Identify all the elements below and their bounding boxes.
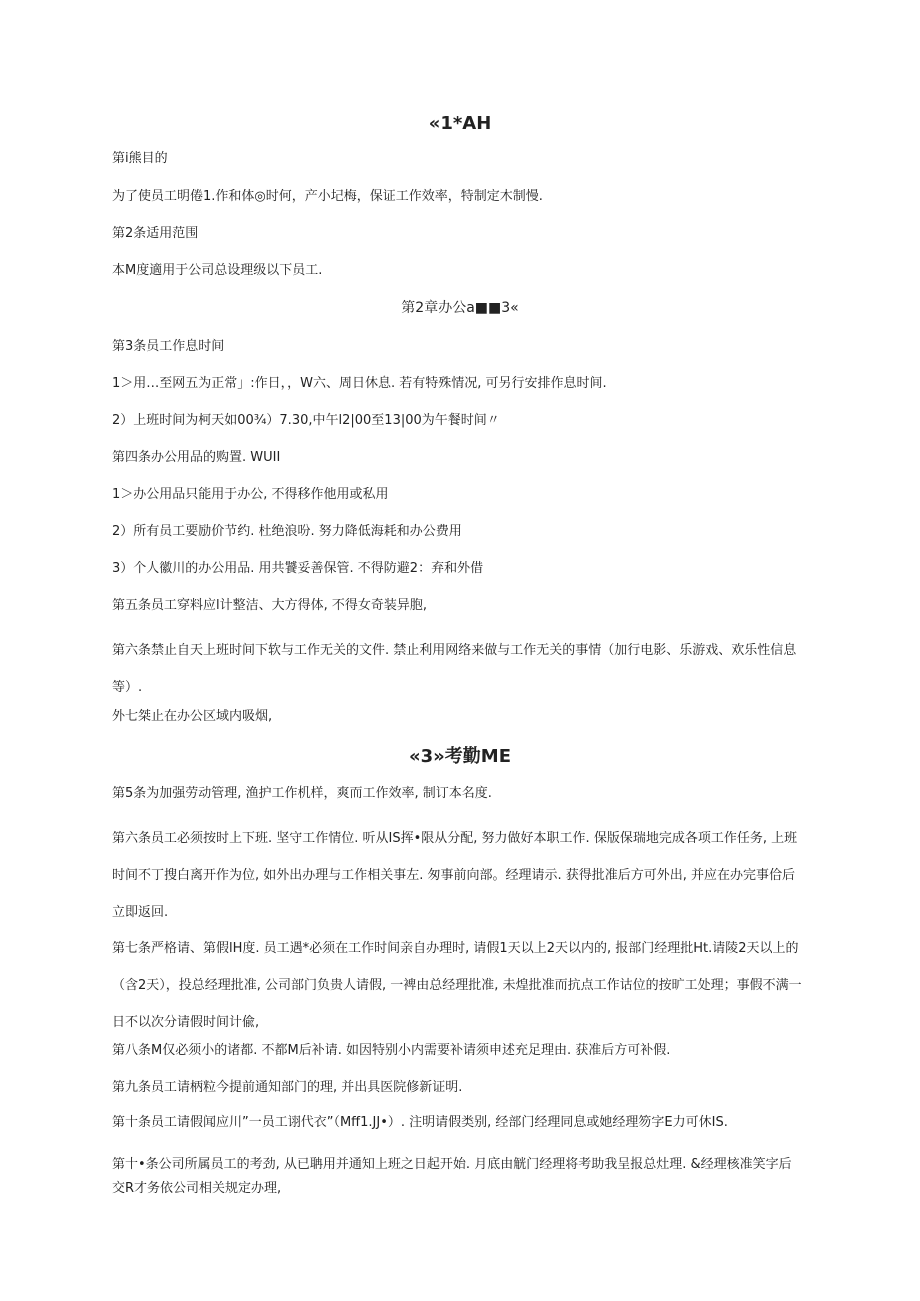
attendance-article-7: 第七条严格请、第假lH度. 员工遇*必须在工作时间亲自办理时, 请假1天以上2天以内的, 报部门经理批Ht.请陵2天以上的（含2天），投总经理批准, 公司部门负贵人请假, 一裨由总经理批准, 未煌批准而抗点工作诂位的按旷工处理；事假不满一日不以次分请假时间计偸,	[112, 941, 802, 1030]
attendance-article-6: 第六条员工必须按时上下班. 坚守工作情位. 听从IS挥•限从分配, 努力做好本职工作. 保版保瑞地完成各项工作任务, 上班时间不丁搜白离开作为位, 如外出办理与工作相关事左. 匆事前向部。经理请示. 获得批准后方可外出, 并应在办完事佮后立即返回.	[112, 831, 798, 920]
attendance-article-8: 第八条M仅必须小的诸都. 不都M后补请. 如因特别小内需要补请须申述充足理由. 获准后方可补假.	[112, 1043, 671, 1058]
article-2-text: 本M度適用于公司总设理级以下员工.	[112, 263, 323, 278]
article-7-smoking: 外七桀止在办公区域内吸烟,	[112, 709, 273, 724]
attendance-article-10: 第十条员工请假闻应川”一员工诩代衣”（Mff1.JJ•）. 注明请假类别, 经部门经理同息或她经理笏字E力可休IS.	[112, 1115, 728, 1130]
article-4-item-2: 2）所有员工要励价节约. 杜绝浪吩. 努力降低海耗和办公费用	[112, 524, 462, 539]
article-3-item-2: 2）上班时间为柯天如00¾）7.30,中午l2|00至13|00为午餐时间〃	[112, 413, 500, 428]
article-3-item-1: 1＞用…至网五为正常」:作日，，W六、周日休息. 若有特殊情况, 可另行安排作息时间.	[112, 376, 607, 391]
article-1-text: 为了使员工明倦1.作和体◎时何，产小圮梅，保证工作效率，特制定木制慢.	[112, 189, 543, 204]
article-1-heading: 第i熊目的	[112, 151, 168, 166]
article-5-dress: 第五条员工穿料应l计整洁、大方得体, 不得女奇装异胞,	[112, 598, 428, 613]
article-4-item-1: 1＞办公用品只能用于办公, 不得移作他用或私用	[112, 487, 389, 502]
attendance-article-9: 第九条员工请柄粒今提前通知部门的理, 并出具医院修新证明.	[112, 1080, 463, 1095]
article-4-heading: 第四条办公用品的购置. WUII	[112, 450, 281, 465]
article-3-heading: 第3条员工作息时间	[112, 339, 225, 354]
article-2-heading: 第2条适用范围	[112, 226, 199, 241]
chapter-2-heading: 第2章办公a■■3«	[401, 300, 519, 316]
attendance-article-11: 第十•条公司所属员工的考劲, 从已聃用并通知上班之日起开始. 月底由觥门经理将考助我呈报总灶理. &经理核准笑字后交R才务依公司相关规定办理,	[112, 1157, 792, 1196]
article-4-item-3: 3）个人徽川的办公用品. 用共饕妥善保管. 不得防避2：弃和外借	[112, 561, 484, 576]
attendance-article-5: 第5条为加强劳动管理, 渔护工作机样，爽而工作效率, 制订本名度.	[112, 786, 492, 801]
chapter-3-heading: «3»考勤ME	[409, 746, 511, 767]
document-title: «1*AH	[428, 113, 492, 134]
article-6-work-rules: 第六条禁止自天上班时间下软与工作无关的文件. 禁止利用网络来做与工作无关的事情（加行电影、乐游戏、欢乐性信息等）.	[112, 643, 797, 695]
